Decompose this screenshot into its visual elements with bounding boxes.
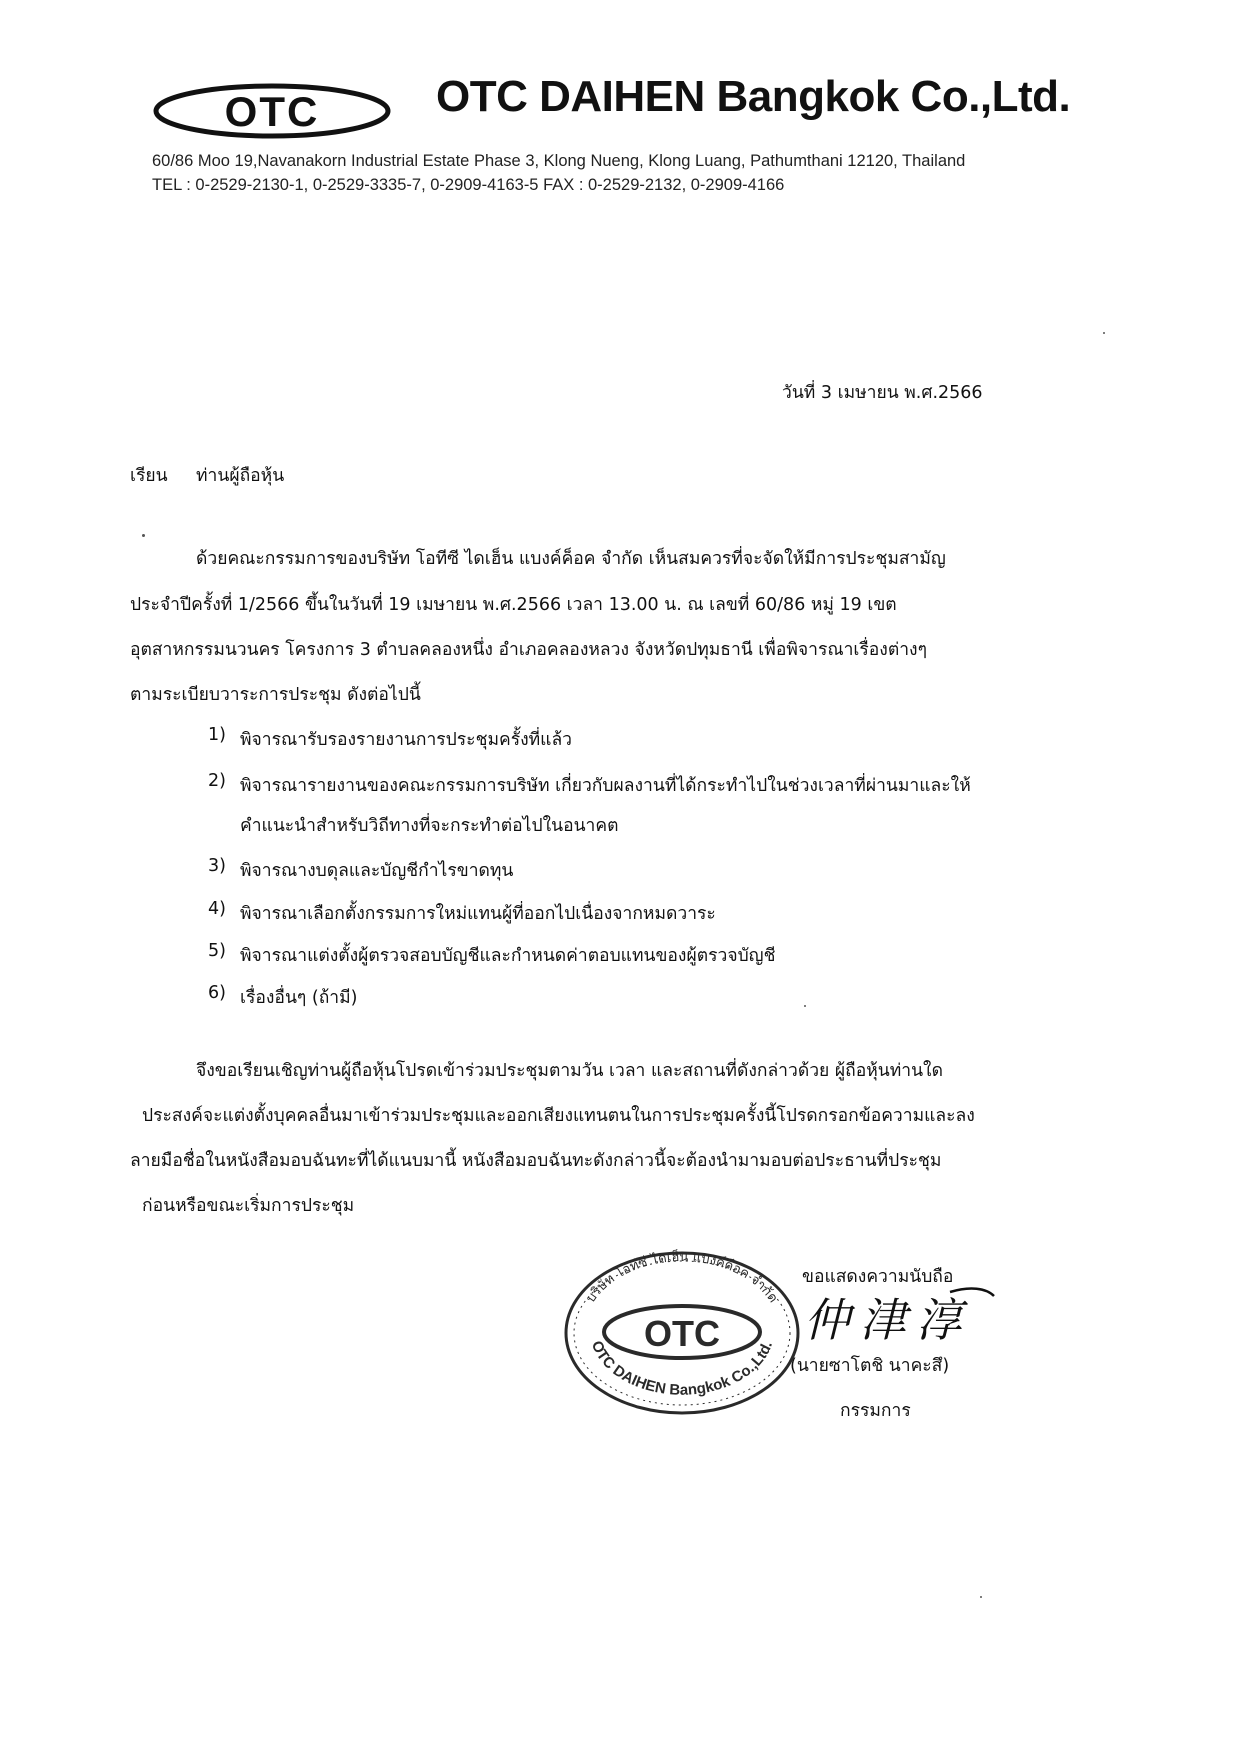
signatory-title: กรรมการ: [840, 1401, 911, 1421]
company-seal: [562, 1248, 802, 1422]
agenda-item: พิจารณาเลือกตั้งกรรมการใหม่แทนผู้ที่ออกไปเนื่องจากหมดวาระ: [240, 904, 716, 924]
scan-speck: [804, 1005, 806, 1007]
signatory-name: (นายซาโตชิ นาคะสึ): [790, 1356, 950, 1376]
paragraph1-line: ด้วยคณะกรรมการของบริษัท โอทีซี ไดเฮ็น แบงค์ค็อค จำกัด เห็นสมควรที่จะจัดให้มีการประชุมสามัญ: [196, 549, 946, 569]
paragraph2-line: ก่อนหรือขณะเริ่มการประชุม: [142, 1196, 355, 1216]
letter-date: วันที่ 3 เมษายน พ.ศ.2566: [782, 383, 983, 403]
svg-text:บริษัท โอทีซี ไดเฮ็น แบงค์ค็อค: [584, 1248, 781, 1306]
agenda-number: 3): [208, 856, 226, 876]
company-address: 60/86 Moo 19,Navanakorn Industrial Estate Phase 3, Klong Nueng, Klong Luang, Pathumthani 12120, Thailand: [152, 152, 966, 170]
scan-speck: [142, 534, 145, 537]
agenda-number: 1): [208, 725, 226, 745]
agenda-item: พิจารณาแต่งตั้งผู้ตรวจสอบบัญชีและกำหนดค่าตอบแทนของผู้ตรวจบัญชี: [240, 946, 776, 966]
agenda-item: พิจารณารับรองรายงานการประชุมครั้งที่แล้ว: [240, 730, 573, 750]
company-name: OTC DAIHEN Bangkok Co.,Ltd.: [436, 72, 1071, 121]
salutation-recipient: ท่านผู้ถือหุ้น: [196, 466, 285, 486]
agenda-item: พิจารณารายงานของคณะกรรมการบริษัท เกี่ยวกับผลงานที่ได้กระทำไปในช่วงเวลาที่ผ่านมาและให้: [240, 776, 971, 796]
closing-phrase: ขอแสดงความนับถือ: [802, 1267, 954, 1287]
agenda-number: 5): [208, 941, 226, 961]
agenda-item: เรื่องอื่นๆ (ถ้ามี): [240, 988, 358, 1008]
paragraph1-line: ตามระเบียบวาระการประชุม ดังต่อไปนี้: [130, 685, 421, 705]
paragraph2-line: จึงขอเรียนเชิญท่านผู้ถือหุ้นโปรดเข้าร่วมประชุมตามวัน เวลา และสถานที่ดังกล่าวด้วย ผู้ถือหุ้นท่านใด: [196, 1061, 943, 1081]
agenda-item: พิจารณางบดุลและบัญชีกำไรขาดทุน: [240, 861, 514, 881]
handwritten-signature: [800, 1282, 1000, 1358]
paragraph1-line: ประจำปีครั้งที่ 1/2566 ขึ้นในวันที่ 19 เมษายน พ.ศ.2566 เวลา 13.00 น. ณ เลขที่ 60/86 หมู่ 19 เขต: [130, 595, 897, 615]
paragraph2-line: ลายมือชื่อในหนังสือมอบฉันทะที่ได้แนบมานี้ หนังสือมอบฉันทะดังกล่าวนี้จะต้องนำมามอบต่อประธานที่ประชุม: [130, 1151, 942, 1171]
logo-text: OTC: [224, 88, 320, 135]
scan-speck: [1103, 332, 1105, 334]
paragraph1-line: อุตสาหกรรมนวนคร โครงการ 3 ตำบลคลองหนึ่ง อำเภอคลองหลวง จังหวัดปทุมธานี เพื่อพิจารณาเรื่องต่างๆ: [130, 640, 927, 660]
seal-center-text: OTC: [644, 1313, 720, 1354]
agenda-item-continuation: คำแนะนำสำหรับวิถีทางที่จะกระทำต่อไปในอนาคต: [240, 816, 619, 836]
seal-top-text: บริษัท โอทีซี ไดเฮ็น แบงค์ค็อค จำกัด: [583, 1249, 781, 1306]
company-logo: [152, 82, 392, 144]
salutation-label: เรียน: [130, 466, 168, 486]
signature-glyphs: 仲津淳: [804, 1293, 972, 1347]
scan-speck: [980, 1596, 982, 1598]
agenda-number: 2): [208, 771, 226, 791]
paragraph2-line: ประสงค์จะแต่งตั้งบุคคลอื่นมาเข้าร่วมประชุมและออกเสียงแทนตนในการประชุมครั้งนี้โปรดกรอกข้อความและลง: [142, 1106, 975, 1126]
agenda-number: 6): [208, 983, 226, 1003]
company-phone: TEL : 0-2529-2130-1, 0-2529-3335-7, 0-2909-4163-5 FAX : 0-2529-2132, 0-2909-4166: [152, 176, 785, 194]
agenda-number: 4): [208, 899, 226, 919]
seal-bottom-text: OTC DAIHEN Bangkok Co.,Ltd.: [587, 1338, 777, 1399]
